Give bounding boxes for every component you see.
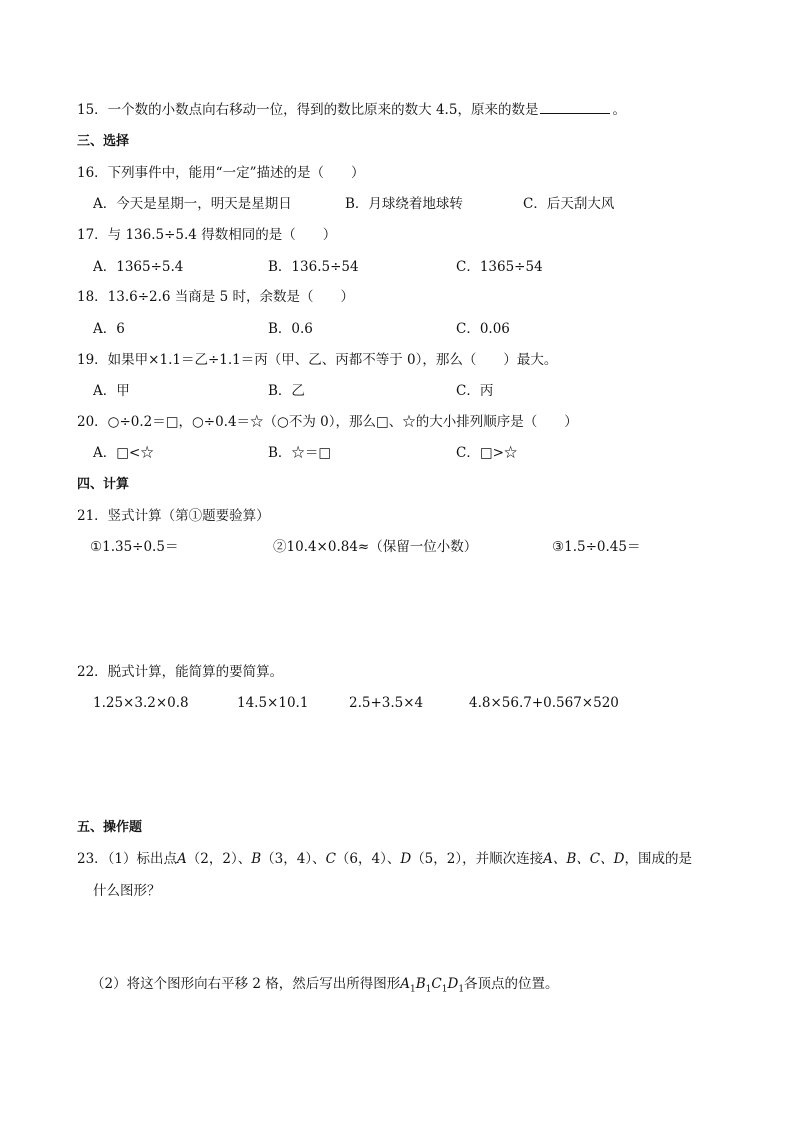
question-19-option-a[interactable]: A．甲 [93, 383, 130, 399]
point-c-coord: （6，4）、 [335, 851, 401, 867]
shape-a1: A [400, 976, 411, 992]
question-22-item-3: 2.5+3.5×4 [349, 695, 424, 711]
sub-1: 1 [458, 984, 465, 995]
question-18-stem: 18．13.6÷2.6 当商是 5 时，余数是（ ） [77, 289, 354, 305]
question-15 [77, 101, 626, 119]
point-d-label: D [400, 851, 412, 867]
point-d-coord: （5，2），并顺次连接 [411, 851, 544, 867]
shape-c1: C [431, 976, 442, 992]
question-21-item-3: ③1.5÷0.45＝ [552, 539, 641, 555]
question-21-item-2: ②10.4×0.84≈（保留一位小数） [273, 539, 478, 555]
question-17-option-c[interactable]: C．1365÷54 [456, 259, 543, 275]
question-16-option-b[interactable]: B．月球绕着地球转 [345, 196, 463, 212]
question-22-item-1: 1.25×3.2×0.8 [93, 695, 189, 711]
q23-prefix: 23．（1）标出点 [77, 851, 178, 867]
question-15-end: 。 [612, 102, 626, 118]
question-23-part-1 [77, 850, 692, 868]
question-20-option-c[interactable]: C．□>☆ [456, 445, 518, 461]
point-b-label: B [251, 851, 262, 867]
connect-points: A、B、C、D [543, 851, 625, 867]
sub-1: 1 [410, 984, 416, 995]
question-21-item-1: ①1.35÷0.5＝ [90, 539, 179, 555]
question-19-option-b[interactable]: B．乙 [268, 383, 305, 399]
shape-d1: D [447, 976, 459, 992]
point-b-coord: （3，4）、 [261, 851, 326, 867]
question-16-option-a[interactable]: A．今天是星期一，明天是星期日 [93, 196, 292, 212]
sub-1: 1 [441, 984, 448, 995]
question-22-item-2: 14.5×10.1 [237, 695, 309, 711]
question-20-stem: 20．○÷0.2＝□，○÷0.4＝☆（○不为 0），那么□、☆的大小排列顺序是（ ） [77, 414, 578, 430]
q23-suffix: ，围成的是 [624, 851, 692, 867]
question-23-part-2 [91, 975, 559, 999]
section-heading-calculation: 四、计算 [77, 477, 130, 492]
question-20-option-a[interactable]: A．□<☆ [93, 445, 154, 461]
question-18-option-a[interactable]: A．6 [93, 321, 125, 337]
section-heading-operation: 五、操作题 [77, 820, 143, 835]
q23-part2-prefix: （2）将这个图形向右平移 2 格，然后写出所得图形 [91, 976, 401, 992]
q23-part2-suffix: 各顶点的位置。 [464, 976, 559, 992]
shape-b1: B [415, 976, 426, 992]
sub-1: 1 [425, 984, 432, 995]
question-17-stem: 17．与 136.5÷5.4 得数相同的是（ ） [77, 227, 337, 243]
question-17-option-a[interactable]: A．1365÷5.4 [93, 259, 184, 275]
answer-blank[interactable] [540, 101, 610, 114]
question-16-option-c[interactable]: C．后天刮大风 [523, 196, 615, 212]
question-19-stem: 19．如果甲×1.1＝乙÷1.1＝丙（甲、乙、丙都不等于 0），那么（ ）最大。 [77, 352, 558, 368]
question-21-stem: 21．竖式计算（第①题要验算） [77, 508, 270, 524]
point-a-coord: （2，2）、 [186, 851, 252, 867]
question-18-option-b[interactable]: B．0.6 [268, 321, 313, 337]
point-c-label: C [325, 851, 336, 867]
question-16-stem: 16．下列事件中，能用“一定”描述的是（ ） [77, 165, 365, 181]
question-22-stem: 22．脱式计算，能简算的要简算。 [77, 664, 284, 680]
question-22-item-4: 4.8×56.7+0.567×520 [469, 695, 619, 711]
point-a-label: A [177, 851, 187, 867]
question-19-option-c[interactable]: C．丙 [456, 383, 494, 399]
question-23-part-1-line-2: 什么图形？ [93, 883, 161, 899]
question-20-option-b[interactable]: B．☆＝□ [268, 445, 332, 461]
question-17-option-b[interactable]: B．136.5÷54 [268, 259, 359, 275]
section-heading-choice: 三、选择 [77, 134, 130, 149]
question-15-text: 15．一个数的小数点向右移动一位，得到的数比原来的数大 4.5，原来的数是 [77, 102, 539, 118]
question-18-option-c[interactable]: C．0.06 [456, 321, 510, 337]
